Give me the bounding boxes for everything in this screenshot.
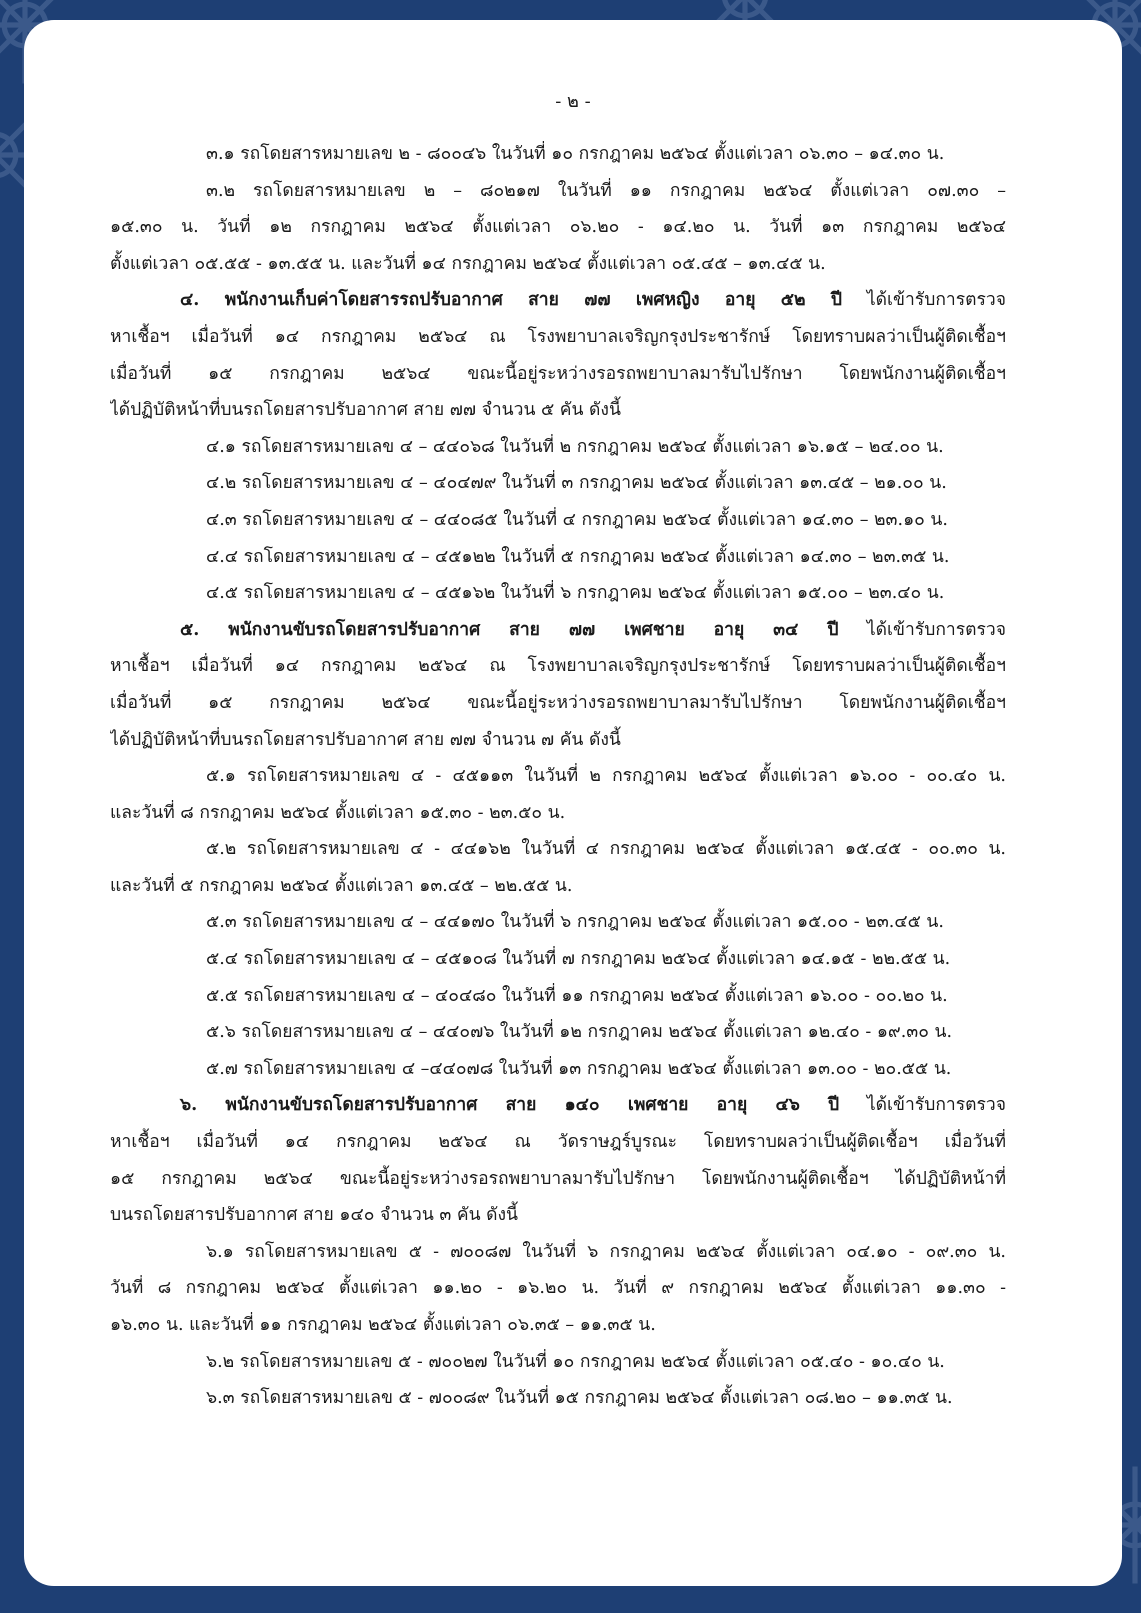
text-line: บนรถโดยสารปรับอากาศ สาย ๑๔๐ จำนวน ๓ คัน ดังนี้ xyxy=(110,1205,518,1226)
text-line: ๕.๔ รถโดยสารหมายเลข ๔ – ๔๕๑๐๘ ในวันที่ ๗ กรกฎาคม ๒๕๖๔ ตั้งแต่เวลา ๑๔.๑๕ - ๒๒.๕๕ น. xyxy=(206,949,951,970)
section-heading: ๔. พนักงานเก็บค่าโดยสารรถปรับอากาศ สาย ๗๗ เพศหญิง อายุ ๕๒ ปี ได้เข้ารับการตรวจ xyxy=(180,290,1006,311)
section-heading: ๖. พนักงานขับรถโดยสารปรับอากาศ สาย ๑๔๐ เพศชาย อายุ ๔๖ ปี ได้เข้ารับการตรวจ xyxy=(180,1095,1006,1116)
text-line: ๑๕ กรกฎาคม ๒๕๖๔ ขณะนี้อยู่ระหว่างรอรถพยาบาลมารับไปรักษา โดยพนักงานผู้ติดเชื้อฯ ได้ปฏิบัติหน้าที่ xyxy=(110,1168,1006,1189)
text-line: ๔.๑ รถโดยสารหมายเลข ๔ – ๔๔๐๖๘ ในวันที่ ๒ กรกฎาคม ๒๕๖๔ ตั้งแต่เวลา ๑๖.๑๕ – ๒๔.๐๐ น. xyxy=(206,436,944,457)
text-line: ๖.๒ รถโดยสารหมายเลข ๕ - ๗๐๐๒๗ ในวันที่ ๑๐ กรกฎาคม ๒๕๖๔ ตั้งแต่เวลา ๐๕.๔๐ - ๑๐.๔๐ น. xyxy=(206,1351,945,1372)
text-line: ๕.๗ รถโดยสารหมายเลข ๔ –๔๔๐๗๘ ในวันที่ ๑๓ กรกฎาคม ๒๕๖๔ ตั้งแต่เวลา ๑๓.๐๐ - ๒๐.๕๕ น. xyxy=(206,1058,952,1079)
text-line: และวันที่ ๘ กรกฎาคม ๒๕๖๔ ตั้งแต่เวลา ๑๕.๓๐ - ๒๓.๕๐ น. xyxy=(110,802,566,823)
text-line: ๔.๒ รถโดยสารหมายเลข ๔ – ๔๐๔๗๙ ในวันที่ ๓ กรกฎาคม ๒๕๖๔ ตั้งแต่เวลา ๑๓.๔๕ – ๒๑.๐๐ น. xyxy=(206,473,947,494)
text-line: ๕.๖ รถโดยสารหมายเลข ๔ – ๔๔๐๗๖ ในวันที่ ๑๒ กรกฎาคม ๒๕๖๔ ตั้งแต่เวลา ๑๒.๔๐ - ๑๙.๓๐ น. xyxy=(206,1022,953,1043)
text-line: หาเชื้อฯ เมื่อวันที่ ๑๔ กรกฎาคม ๒๕๖๔ ณ โรงพยาบาลเจริญกรุงประชารักษ์ โดยทราบผลว่าเป็นผู้ติดเชื้อฯ xyxy=(110,326,1006,347)
text-line: ๖.๓ รถโดยสารหมายเลข ๕ - ๗๐๐๘๙ ในวันที่ ๑๕ กรกฎาคม ๒๕๖๔ ตั้งแต่เวลา ๐๘.๒๐ – ๑๑.๓๕ น. xyxy=(206,1388,953,1409)
text-line: วันที่ ๘ กรกฎาคม ๒๕๖๔ ตั้งแต่เวลา ๑๑.๒๐ - ๑๖.๒๐ น. วันที่ ๙ กรกฎาคม ๒๕๖๔ ตั้งแต่เวลา ๑๑.๓๐ - xyxy=(110,1278,1006,1299)
text-line: และวันที่ ๕ กรกฎาคม ๒๕๖๔ ตั้งแต่เวลา ๑๓.๔๕ – ๒๒.๕๕ น. xyxy=(110,875,573,896)
text-line: เมื่อวันที่ ๑๕ กรกฎาคม ๒๕๖๔ ขณะนี้อยู่ระหว่างรอรถพยาบาลมารับไปรักษา โดยพนักงานผู้ติดเชื้อฯ xyxy=(110,692,1006,713)
text-line: ได้ปฏิบัติหน้าที่บนรถโดยสารปรับอากาศ สาย ๗๗ จำนวน ๕ คัน ดังนี้ xyxy=(110,400,621,421)
document-body xyxy=(110,136,1006,1417)
section-heading: ๕. พนักงานขับรถโดยสารปรับอากาศ สาย ๗๗ เพศชาย อายุ ๓๔ ปี ได้เข้ารับการตรวจ xyxy=(180,619,1006,640)
text-line: ได้ปฏิบัติหน้าที่บนรถโดยสารปรับอากาศ สาย ๗๗ จำนวน ๗ คัน ดังนี้ xyxy=(110,729,621,750)
text-line: ๔.๔ รถโดยสารหมายเลข ๔ – ๔๕๑๒๒ ในวันที่ ๕ กรกฎาคม ๒๕๖๔ ตั้งแต่เวลา ๑๔.๓๐ – ๒๓.๓๕ น. xyxy=(206,546,950,567)
text-line: ๖.๑ รถโดยสารหมายเลข ๕ - ๗๐๐๘๗ ในวันที่ ๖ กรกฎาคม ๒๕๖๔ ตั้งแต่เวลา ๐๔.๑๐ - ๐๙.๓๐ น. xyxy=(206,1241,1006,1262)
text-line: หาเชื้อฯ เมื่อวันที่ ๑๔ กรกฎาคม ๒๕๖๔ ณ โรงพยาบาลเจริญกรุงประชารักษ์ โดยทราบผลว่าเป็นผู้ติดเชื้อฯ xyxy=(110,656,1006,677)
text-line: ๑๖.๓๐ น. และวันที่ ๑๑ กรกฎาคม ๒๕๖๔ ตั้งแต่เวลา ๐๖.๓๕ – ๑๑.๓๕ น. xyxy=(110,1315,656,1335)
text-line: ตั้งแต่เวลา ๐๕.๕๕ - ๑๓.๕๕ น. และวันที่ ๑๔ กรกฎาคม ๒๕๖๔ ตั้งแต่เวลา ๐๕.๔๕ – ๑๓.๔๕ น. xyxy=(110,253,826,274)
text-line: เมื่อวันที่ ๑๕ กรกฎาคม ๒๕๖๔ ขณะนี้อยู่ระหว่างรอรถพยาบาลมารับไปรักษา โดยพนักงานผู้ติดเชื้อฯ xyxy=(110,363,1006,384)
text-line: ๕.๕ รถโดยสารหมายเลข ๔ – ๔๐๔๘๐ ในวันที่ ๑๑ กรกฎาคม ๒๕๖๔ ตั้งแต่เวลา ๑๖.๐๐ - ๐๐.๒๐ น. xyxy=(206,985,948,1006)
text-line: ๕.๓ รถโดยสารหมายเลข ๔ – ๔๔๑๗๐ ในวันที่ ๖ กรกฎาคม ๒๕๖๔ ตั้งแต่เวลา ๑๕.๐๐ - ๒๓.๔๕ น. xyxy=(206,912,944,933)
text-line: ๔.๕ รถโดยสารหมายเลข ๔ – ๔๕๑๖๒ ในวันที่ ๖ กรกฎาคม ๒๕๖๔ ตั้งแต่เวลา ๑๕.๐๐ – ๒๓.๔๐ น. xyxy=(206,583,945,604)
page-number: - ๒ - xyxy=(555,91,591,112)
text-line: ๕.๑ รถโดยสารหมายเลข ๔ - ๔๕๑๑๓ ในวันที่ ๒ กรกฎาคม ๒๕๖๔ ตั้งแต่เวลา ๑๖.๐๐ - ๐๐.๔๐ น. xyxy=(206,766,1006,787)
text-line: ๔.๓ รถโดยสารหมายเลข ๔ – ๔๔๐๘๕ ในวันที่ ๔ กรกฎาคม ๒๕๖๔ ตั้งแต่เวลา ๑๔.๓๐ – ๒๓.๑๐ น. xyxy=(206,509,948,530)
text-line: ๑๕.๓๐ น. วันที่ ๑๒ กรกฎาคม ๒๕๖๔ ตั้งแต่เวลา ๐๖.๒๐ - ๑๔.๒๐ น. วันที่ ๑๓ กรกฎาคม ๒๕๖๔ xyxy=(110,217,1006,238)
text-line: ๓.๑ รถโดยสารหมายเลข ๒ - ๘๐๐๔๖ ในวันที่ ๑๐ กรกฎาคม ๒๕๖๔ ตั้งแต่เวลา ๐๖.๓๐ – ๑๔.๓๐ น. xyxy=(206,144,945,164)
text-line: หาเชื้อฯ เมื่อวันที่ ๑๔ กรกฎาคม ๒๕๖๔ ณ วัดราษฎร์บูรณะ โดยทราบผลว่าเป็นผู้ติดเชื้อฯ เมื่อวันที่ xyxy=(110,1132,1006,1153)
text-line: ๕.๒ รถโดยสารหมายเลข ๔ - ๔๔๑๖๒ ในวันที่ ๔ กรกฎาคม ๒๕๖๔ ตั้งแต่เวลา ๑๕.๔๕ - ๐๐.๓๐ น. xyxy=(206,839,1006,860)
text-line: ๓.๒ รถโดยสารหมายเลข ๒ – ๘๐๒๑๗ ในวันที่ ๑๑ กรกฎาคม ๒๕๖๔ ตั้งแต่เวลา ๐๗.๓๐ – xyxy=(206,180,1006,201)
